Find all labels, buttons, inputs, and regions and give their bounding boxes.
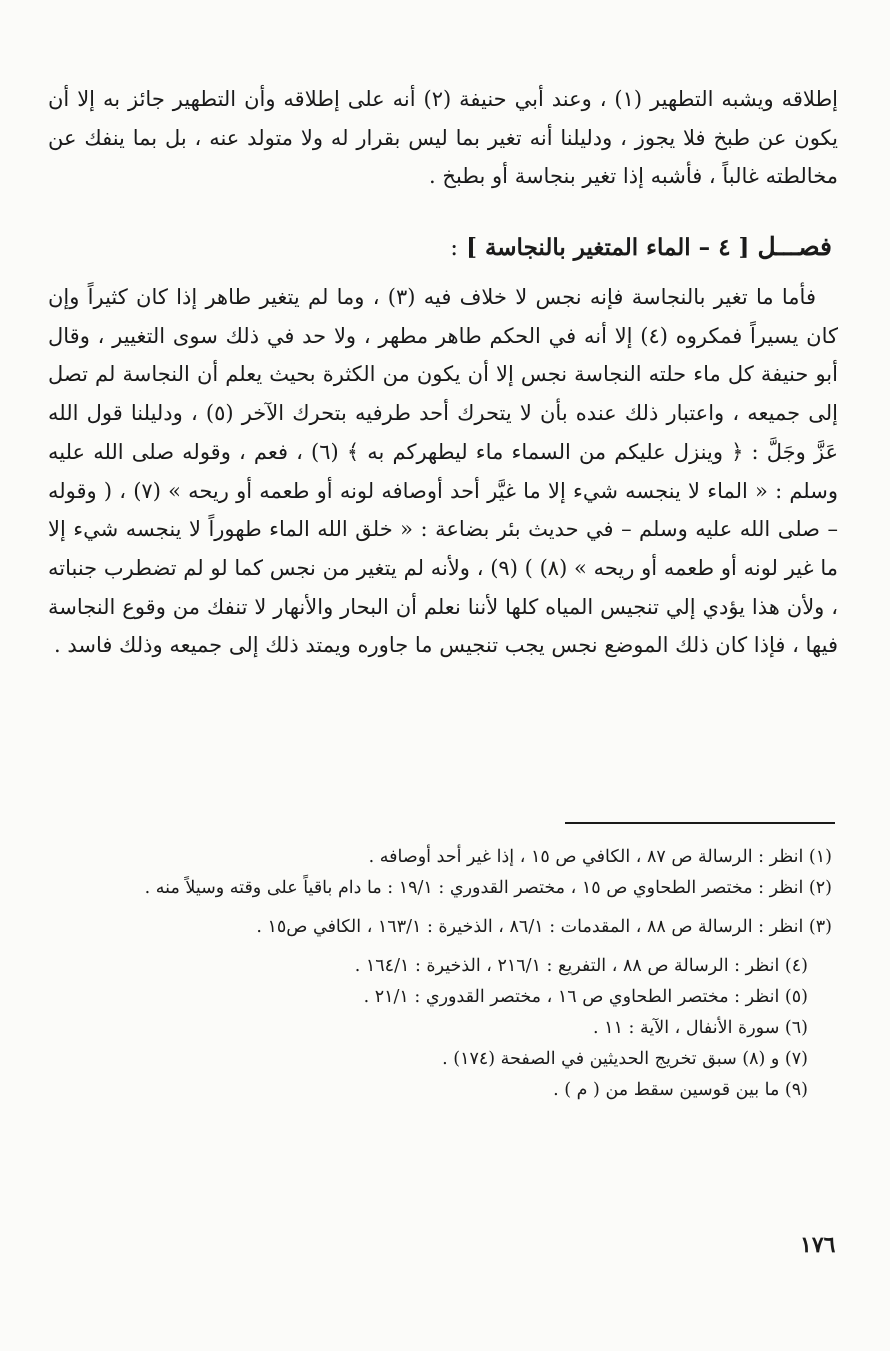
footnote: (٢) انظر : مختصر الطحاوي ص ١٥ ، مختصر القدوري : ١٩/١ : ما دام باقياً على وقته وسيلاً منه . [144,878,832,898]
footnote: (٥) انظر : مختصر الطحاوي ص ١٦ ، مختصر القدوري : ٢١/١ . [363,987,808,1007]
body-text: فأما ما تغير بالنجاسة فإنه نجس لا خلاف فيه (٣) ، وما لم يتغير طاهر إذا كان كثيراً وإن كان يسيراً فمكروه (٤) إلا أنه في الحكم طاهر مطهر ، ولا حد في ذلك سوى التغيير ، وقال أبو حنيفة كل ماء حلته النجاسة نجس إلا أن يكون من الكثرة بحيث يعلم أن النجاسة لم تصل إلى جميعه ، واعتبار ذلك عنده بأن لا يتحرك أحد طرفيه بتحرك الآخر (٥) ، ودليلنا قول الله عَزَّ وجَلَّ : ﴿ وينزل عليكم من السماء ماء ليطهركم به ﴾ (٦) ، فعم ، وقوله صلى الله عليه وسلم : « الماء لا ينجسه شيء إلا ما غيَّر أحد أوصافه لونه أو طعمه أو ريحه » (٧) ، ( وقوله – صلى الله عليه وسلم – في حديث بئر بضاعة : « خلق الله الماء طهوراً لا ينجسه شيء إلا ما غير لونه أو طعمه أو ريحه » (٨) ) (٩) ، ولأنه لم يتغير من نجس كما لو لم تضطرب جنباته ، ولأن هذا يؤدي إلي تنجيس المياه كلها لأننا نعلم أن البحار والأنهار لا تنفك من وقوع النجاسة فيها ، فإذا كان ذلك الموضع نجس يجب تنجيس ما جاوره ويمتد ذلك إلى جميعه وذلك فاسد . [48,285,838,658]
body-paragraph [48,278,838,665]
section-label: فصـــل [757,232,832,261]
footnotes [48,842,838,1106]
intro-paragraph [48,80,838,196]
footnote: (٤) انظر : الرسالة ص ٨٨ ، التفريع : ٢١٦/١ ، الذخيرة : ١٦٤/١ . [354,956,808,976]
footnote: (٣) انظر : الرسالة ص ٨٨ ، المقدمات : ٨٦/١ ، الذخيرة : ١٦٣/١ ، الكافي ص١٥ . [256,917,832,937]
footnote: (٦) سورة الأنفال ، الآية : ١١ . [593,1018,808,1038]
page-number: ١٧٦ [800,1232,836,1258]
section-heading [52,228,832,267]
footnote-divider [565,822,835,824]
footnote: (٩) ما بين قوسين سقط من ( م ) . [553,1080,808,1100]
footnote: (١) انظر : الرسالة ص ٨٧ ، الكافي ص ١٥ ، إذا غير أحد أوصافه . [368,847,832,867]
intro-text: إطلاقه ويشبه التطهير (١) ، وعند أبي حنيفة (٢) أنه على إطلاقه وأن التطهير جائز به إلا أن يكون عن طبخ فلا يجوز ، ودليلنا أنه تغير بما ليس بقرار له ولا متولد عنه ، بل بما ينفك عن مخالطته غالباً ، فأشبه إذا تغير بنجاسة أو بطبخ . [48,87,838,188]
section-title: [ ٤ – الماء المتغير بالنجاسة ] [466,234,750,261]
footnote: (٧) و (٨) سبق تخريج الحديثين في الصفحة (١٧٤) . [442,1049,808,1069]
section-colon: : [450,235,459,261]
